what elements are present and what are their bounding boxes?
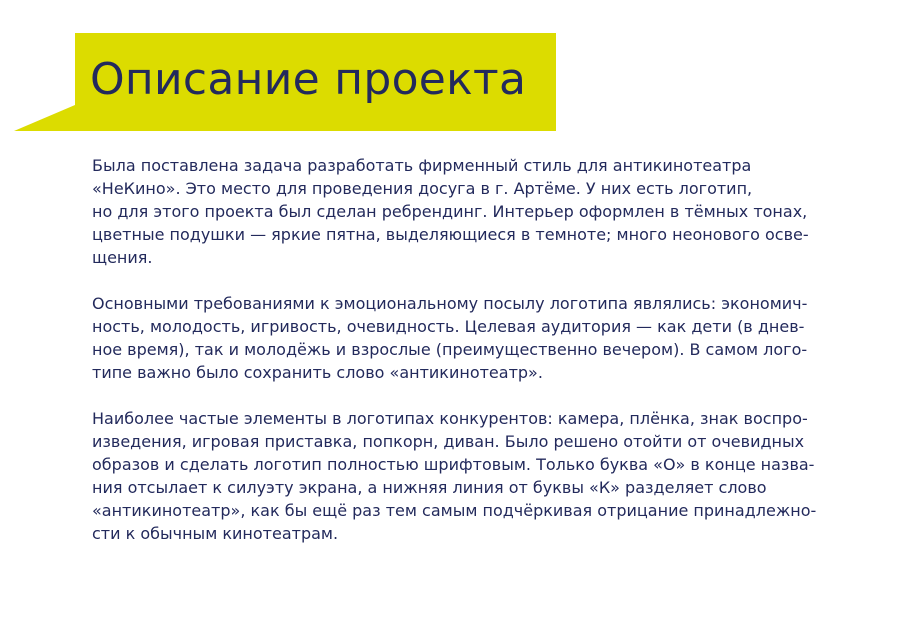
text-line: но для этого проекта был сделан ребрендинг. Интерьер оформлен в тёмных тонах, <box>92 202 808 221</box>
text-line: изведения, игровая приставка, попкорн, диван. Было решено отойти от очевидных <box>92 432 805 451</box>
text-line: «антикинотеатр», как бы ещё раз тем самым подчёркивая отрицание принадлежно- <box>92 501 817 520</box>
body-text <box>92 154 832 568</box>
text-line: Основными требованиями к эмоциональному посылу логотипа являлись: экономич- <box>92 294 808 313</box>
text-line: ность, молодость, игривость, очевидность. Целевая аудитория — как дети (в днев- <box>92 317 805 336</box>
text-line: Была поставлена задача разработать фирменный стиль для антикинотеатра <box>92 156 752 175</box>
text-line: ния отсылает к силуэту экрана, а нижняя линия от буквы «К» разделяет слово <box>92 478 767 497</box>
page-title: Описание проекта <box>90 54 527 105</box>
text-line: «НеКино». Это место для проведения досуга в г. Артёме. У них есть логотип, <box>92 179 753 198</box>
paragraph-2 <box>92 292 832 384</box>
text-line: типе важно было сохранить слово «антикинотеатр». <box>92 363 543 382</box>
text-line: образов и сделать логотип полностью шрифтовым. Только буква «О» в конце назва- <box>92 455 815 474</box>
text-line: щения. <box>92 248 153 267</box>
title-banner <box>0 0 900 140</box>
paragraph-3 <box>92 407 832 545</box>
paragraph-1 <box>92 154 832 269</box>
text-line: Наиболее частые элементы в логотипах конкурентов: камера, плёнка, знак воспро- <box>92 409 808 428</box>
text-line: цветные подушки — яркие пятна, выделяющиеся в темноте; много неонового осве- <box>92 225 809 244</box>
text-line: сти к обычным кинотеатрам. <box>92 524 339 543</box>
text-line: ное время), так и молодёжь и взрослые (преимущественно вечером). В самом лого- <box>92 340 808 359</box>
